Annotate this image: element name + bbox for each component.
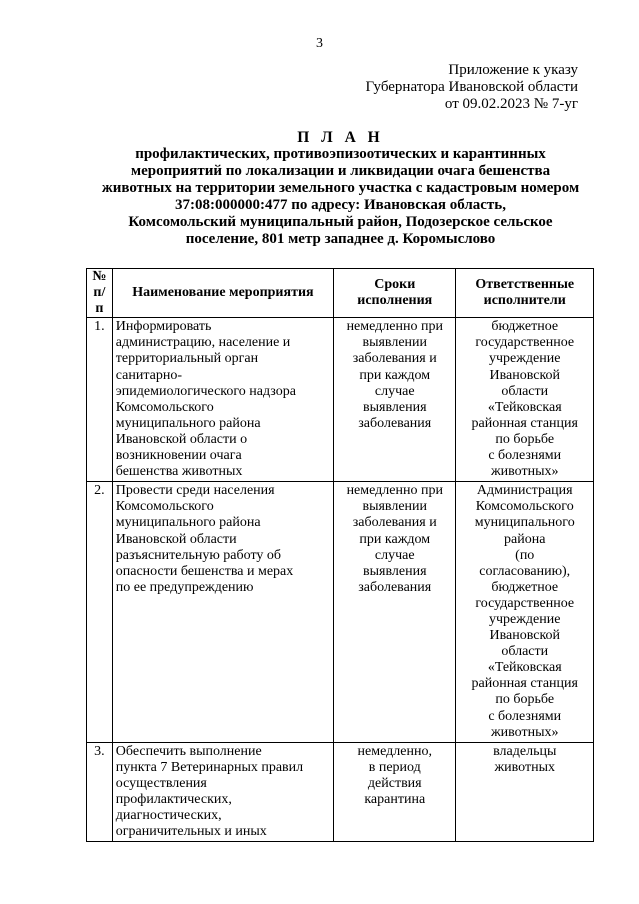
row-deadline: немедленно, в период действия карантина	[334, 742, 456, 842]
header-number: № п/п	[87, 269, 113, 318]
header-responsible: Ответственные исполнители	[456, 269, 594, 318]
row-deadline: немедленно при выявлении заболевания и при каждом случае выявления заболевания	[334, 318, 456, 482]
annex-line: Губернатора Ивановской области	[365, 79, 578, 95]
annex-line: от 09.02.2023 № 7-уг	[444, 96, 578, 112]
table-row	[87, 482, 594, 743]
row-measure: Обеспечить выполнение пункта 7 Ветеринарных правил осуществления профилактических, диагностических, ограничительных и иных	[112, 742, 333, 842]
plan-title-line: животных на территории земельного участка с кадастровым номером	[101, 180, 580, 196]
plan-heading: П Л А Н	[297, 129, 384, 146]
row-measure: Информировать администрацию, население и территориальный орган санитарно- эпидемиологического надзора Комсомольского муниципального района Ивановской области о возникновении очага бешенства животных	[112, 318, 333, 482]
plan-title-line: мероприятий по локализации и ликвидации очага бешенства	[130, 163, 551, 179]
row-responsible: Администрация Комсомольского муниципального района (по согласованию), бюджетное государственное учреждение Ивановской области «Тейковская районная станция по борьбе с болезнями животных»	[456, 482, 594, 743]
row-measure: Провести среди населения Комсомольского муниципального района Ивановской области разъяснительную работу об опасности бешенства и мерах по ее предупреждению	[112, 482, 333, 743]
row-responsible: владельцы животных	[456, 742, 594, 842]
annex-reference	[365, 62, 578, 113]
table-row	[87, 742, 594, 842]
header-deadline: Сроки исполнения	[334, 269, 456, 318]
row-deadline: немедленно при выявлении заболевания и при каждом случае выявления заболевания	[334, 482, 456, 743]
plan-title-line: профилактических, противоэпизоотических и карантинных	[135, 146, 546, 162]
annex-line: Приложение к указу	[448, 62, 578, 78]
table-row	[87, 318, 594, 482]
plan-title-line: поселение, 801 метр западнее д. Коромыслово	[185, 231, 496, 247]
plan-title-line: 37:08:000000:477 по адресу: Ивановская область,	[175, 197, 506, 213]
row-responsible: бюджетное государственное учреждение Ивановской области «Тейковская районная станция по борьбе с болезнями животных»	[456, 318, 594, 482]
plan-title	[88, 129, 593, 248]
row-number: 2.	[87, 482, 113, 743]
measures-table	[86, 268, 594, 842]
row-number: 3.	[87, 742, 113, 842]
page-number: 3	[316, 36, 323, 51]
row-number: 1.	[87, 318, 113, 482]
table-header-row	[87, 269, 594, 318]
plan-title-line: Комсомольский муниципальный район, Подозерское сельское	[128, 214, 553, 230]
header-measure-name: Наименование мероприятия	[112, 269, 333, 318]
